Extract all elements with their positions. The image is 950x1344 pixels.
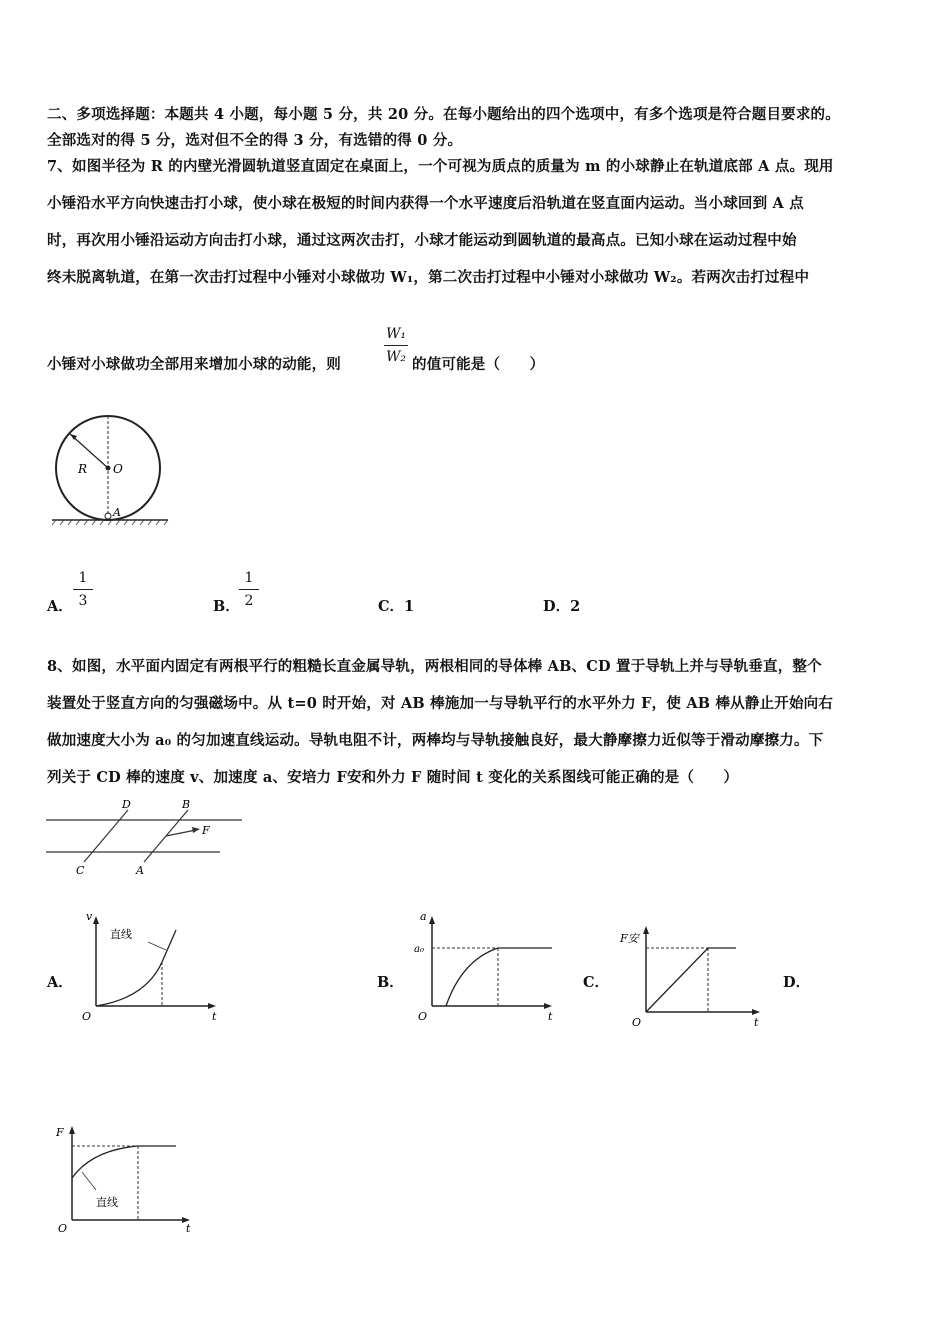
origin: O: [418, 1010, 428, 1023]
section-header-line1: 二、多项选择题：本题共 4 小题，每小题 5 分，共 20 分。在每小题给出的四个选项中，有多个选项是符合题目要求的。: [47, 106, 840, 123]
origin: O: [82, 1010, 92, 1023]
q8-text-line1: 8、如图，水平面内固定有两根平行的粗糙长直金属导轨，两根相同的导体棒 AB、CD 置于导轨上并与导轨垂直，整个: [47, 658, 822, 675]
center-point: [106, 466, 111, 471]
q7-option-B-fraction: [239, 570, 259, 609]
label-A: A: [113, 506, 121, 519]
q7-option-C: C．1: [378, 598, 415, 615]
label-B: B: [182, 798, 191, 811]
force-arrow-icon: [192, 827, 200, 833]
q8-text-line3: 做加速度大小为 a₀ 的匀加速直线运动。导轨电阻不计，两棒均与导轨接触良好，最大静摩擦力近似等于滑动摩擦力。下: [47, 732, 824, 749]
q8-text-line2: 装置处于竖直方向的匀强磁场中。从 t=0 时开始，对 AB 棒施加一与导轨平行的水平外力 F，使 AB 棒从静止开始向右: [47, 695, 834, 712]
q7-text-line3: 时，再次用小锤沿运动方向击打小球，通过这两次击打，小球才能运动到圆轨道的最高点。已知小球在运动过程中始: [47, 232, 797, 249]
q7-option-A-numerator: 1: [78, 570, 88, 586]
q8-figure-rails: [44, 796, 244, 878]
q7-ratio-denominator: W₂: [385, 349, 406, 365]
q8-option-D-label: D．: [783, 974, 811, 991]
label-C: C: [76, 864, 85, 877]
xlabel: t: [548, 1010, 553, 1023]
label-F: F: [202, 824, 210, 837]
section-header-line2: 全部选对的得 5 分，选对但不全的得 3 分，有选错的得 0 分。: [47, 132, 463, 149]
ylabel: v: [86, 910, 93, 923]
note-straight-line: 直线: [110, 928, 132, 941]
origin: O: [58, 1222, 68, 1235]
xlabel: t: [186, 1222, 191, 1235]
origin: O: [632, 1016, 642, 1029]
q7-text-line4: 终未脱离轨道，在第一次击打过程中小锤对小球做功 W₁，第二次击打过程中小锤对小球做功 W₂。若两次击打过程中: [47, 269, 810, 286]
note-pointer: [148, 942, 166, 950]
q7-option-A-bar: [73, 589, 93, 590]
q8-graph-A: [76, 910, 226, 1025]
q7-text-line1: 7、如图半径为 R 的内壁光滑圆轨道竖直固定在桌面上，一个可视为质点的质量为 m 的小球静止在轨道底部 A 点。现用: [47, 158, 834, 175]
q8-graph-C: [620, 920, 770, 1035]
radius-line: [70, 434, 108, 468]
x-axis-arrow-icon: [208, 1003, 216, 1009]
label-R: R: [78, 462, 88, 476]
q7-option-A-label: A．: [47, 598, 73, 615]
q7-figure-circle-track: [50, 410, 190, 530]
label-O: O: [113, 462, 123, 476]
q8-option-A-label: A．: [47, 974, 73, 991]
ylabel: a: [420, 910, 427, 923]
x-axis-arrow-icon: [544, 1003, 552, 1009]
label-A: A: [136, 864, 144, 877]
x-axis-arrow-icon: [752, 1009, 760, 1015]
q8-graph-D: [52, 1120, 202, 1235]
label-D: D: [122, 798, 131, 811]
y-axis-arrow-icon: [643, 926, 649, 934]
note-straight-line: 直线: [96, 1196, 118, 1209]
q7-option-A-denominator: 3: [78, 593, 88, 609]
q7-option-B-bar: [239, 589, 259, 590]
q7-option-A-fraction: [73, 570, 93, 609]
F-curve: [72, 1146, 176, 1178]
level-label: a₀: [414, 944, 424, 955]
a-curve: [446, 948, 552, 1006]
ylabel: F安: [620, 932, 639, 945]
q7-text-line5a: 小锤对小球做功全部用来增加小球的动能，则: [47, 356, 341, 373]
xlabel: t: [212, 1010, 217, 1023]
rod-CD: [84, 810, 128, 862]
q7-text-line2: 小锤沿水平方向快速击打小球，使小球在极短的时间内获得一个水平速度后沿轨道在竖直面内运动。当小球回到 A 点: [47, 195, 804, 212]
y-axis-arrow-icon: [69, 1126, 75, 1134]
F-an-line: [646, 948, 736, 1012]
q8-text-line4: 列关于 CD 棒的速度 v、加速度 a、安培力 F安和外力 F 随时间 t 变化的关系图线可能正确的是（ ）: [47, 769, 739, 786]
q7-ratio-bar: [384, 345, 408, 346]
xlabel: t: [754, 1016, 759, 1029]
q7-ratio-fraction: [384, 326, 408, 365]
q8-option-B-label: B．: [377, 974, 404, 991]
note-pointer: [82, 1172, 96, 1190]
q8-option-C-label: C．: [583, 974, 610, 991]
y-axis-arrow-icon: [429, 916, 435, 924]
y-axis-arrow-icon: [93, 916, 99, 924]
q7-text-line5b: 的值可能是（ ）: [412, 356, 545, 373]
q7-ratio-numerator: W₁: [385, 326, 406, 342]
q7-option-B-numerator: 1: [244, 570, 254, 586]
ylabel: F: [56, 1126, 64, 1139]
q8-graph-B: [412, 910, 562, 1025]
v-curve: [96, 930, 176, 1006]
q7-option-D: D．2: [543, 598, 581, 615]
q7-option-B-label: B．: [213, 598, 240, 615]
q7-option-B-denominator: 2: [244, 593, 254, 609]
